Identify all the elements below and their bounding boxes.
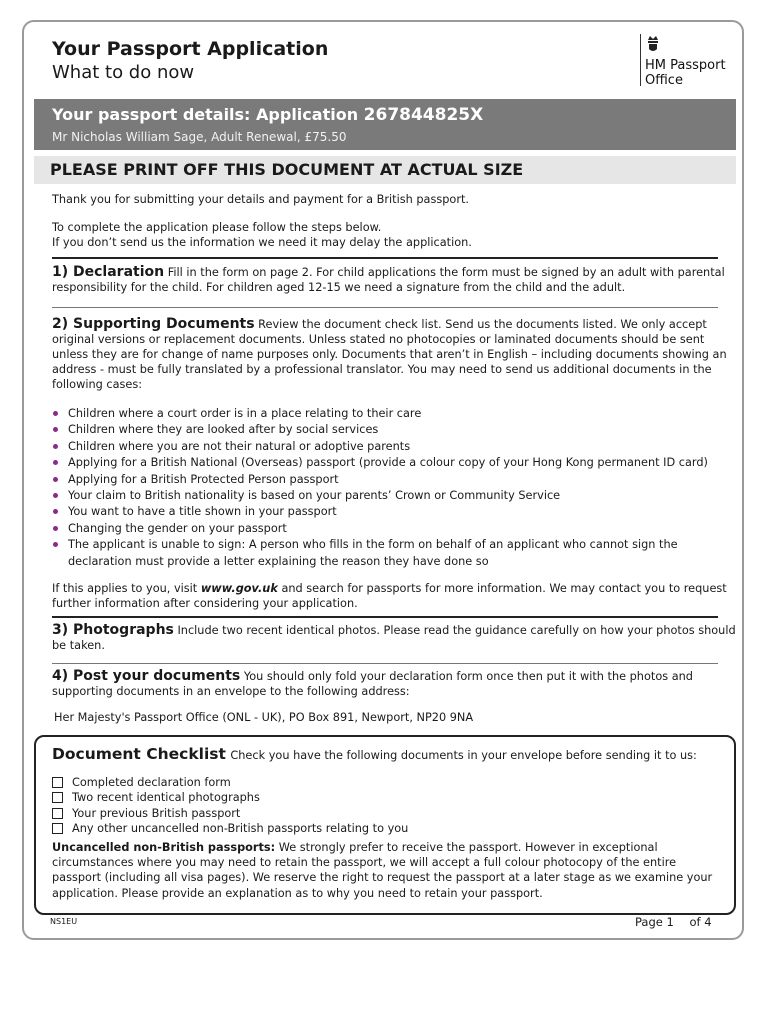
section-heading: 3) Photographs	[52, 622, 174, 638]
section-body: Include two recent identical photos. Please read the guidance carefully on how your photos should be taken.	[52, 624, 736, 652]
note-body: We strongly prefer to receive the passport. However in exceptional circumstances where you may need to retain the passport, we will accept a full colour photocopy of the entire passport (including all visa pages). We reserve the right to request the passport at a later stage as we examine your application. Please provide an explanation as to why you need to retain your passport.	[52, 841, 713, 900]
application-number: 267844825X	[363, 105, 484, 125]
list-item: Children where they are looked after by social services	[52, 422, 742, 438]
uncancelled-passports-note	[52, 840, 722, 901]
checkbox[interactable]	[52, 792, 63, 803]
passport-details-banner	[34, 99, 736, 150]
hm-passport-office-logo	[640, 34, 740, 90]
section-heading: 2) Supporting Documents	[52, 316, 255, 332]
details-title-prefix: Your passport details: Application	[52, 105, 359, 124]
divider	[52, 616, 718, 618]
divider	[52, 257, 718, 259]
checkbox[interactable]	[52, 777, 63, 788]
checklist-item[interactable]: Any other uncancelled non-British passports relating to you	[52, 821, 408, 836]
total-pages: 4	[704, 915, 712, 929]
list-item: Applying for a British Protected Person passport	[52, 472, 742, 488]
gov-uk-followup: If this applies to you, visit www.gov.uk and search for passports for more information. We may contact you to request further information after considering your application.	[52, 582, 727, 610]
document-checklist	[34, 735, 736, 915]
note-heading: Uncancelled non-British passports:	[52, 841, 276, 854]
form-code: NS1EU	[50, 917, 78, 926]
logo-divider	[640, 34, 641, 86]
royal-crest-icon	[646, 34, 660, 57]
print-notice-banner	[34, 156, 736, 184]
checkbox[interactable]	[52, 823, 63, 834]
list-item: Children where a court order is in a place relating to their care	[52, 406, 742, 422]
checklist-item[interactable]: Your previous British passport	[52, 806, 408, 821]
gov-uk-link[interactable]: www.gov.uk	[200, 582, 278, 595]
checklist-item[interactable]: Two recent identical photographs	[52, 790, 408, 805]
current-page: 1	[666, 915, 674, 929]
checklist-items	[52, 775, 408, 836]
checklist-instruction: Check you have the following documents in your envelope before sending it to us:	[230, 749, 697, 762]
list-item: Your claim to British nationality is based on your parents’ Crown or Community Service	[52, 488, 742, 504]
logo-text: HM Passport Office	[645, 58, 726, 88]
section-body: Review the document check list. Send us the documents listed. We only accept original versions or replacement documents. Unless stated no photocopies or laminated documents should be sent unless they are for change of name purposes only. Documents that aren’t in English – including documents showing an address - must be fully translated by a professional translator. You may need to send us additional documents in the following cases:	[52, 318, 727, 391]
section-body: You should only fold your declaration form once then put it with the photos and supporting documents in an envelope to the following address:	[52, 670, 693, 698]
print-notice: PLEASE PRINT OFF THIS DOCUMENT AT ACTUAL SIZE	[50, 160, 524, 179]
checklist-heading	[52, 745, 697, 763]
list-item: Children where you are not their natural or adoptive parents	[52, 439, 742, 455]
page-indicator: Page 1 of 4	[635, 915, 712, 929]
postal-address: Her Majesty's Passport Office (ONL - UK), PO Box 891, Newport, NP20 9NA	[54, 711, 474, 724]
list-item: Changing the gender on your passport	[52, 521, 742, 537]
list-item: The applicant is unable to sign: A person who fills in the form on behalf of an applicant who cannot sign the declaration must provide a letter explaining the reason they have done so	[52, 537, 708, 570]
checklist-item[interactable]: Completed declaration form	[52, 775, 408, 790]
list-item: You want to have a title shown in your passport	[52, 504, 742, 520]
page-title: Your Passport Application	[52, 38, 329, 60]
section-supporting-documents	[52, 317, 736, 392]
applicant-summary: Mr Nicholas William Sage, Adult Renewal, £75.50	[52, 130, 347, 144]
intro-steps: To complete the application please follow the steps below. If you don’t send us the information we need it may delay the application.	[52, 221, 472, 249]
section-declaration	[52, 265, 736, 295]
checklist-title: Document Checklist	[52, 745, 226, 763]
divider	[52, 307, 718, 308]
divider	[52, 663, 718, 664]
section-body: Fill in the form on page 2. For child applications the form must be signed by an adult with parental responsibility for the child. For children aged 12-15 we need a signature from the child and the adult.	[52, 266, 725, 294]
additional-documents-list	[52, 406, 742, 570]
section-heading: 1) Declaration	[52, 264, 165, 280]
list-item: Applying for a British National (Overseas) passport (provide a colour copy of your Hong Kong permanent ID card)	[52, 455, 742, 471]
section-photographs	[52, 623, 736, 653]
section-post-documents	[52, 669, 736, 699]
details-title	[52, 105, 483, 125]
page-subtitle: What to do now	[52, 62, 195, 83]
section-heading: 4) Post your documents	[52, 668, 241, 684]
intro-thanks: Thank you for submitting your details and payment for a British passport.	[52, 193, 469, 206]
checkbox[interactable]	[52, 808, 63, 819]
